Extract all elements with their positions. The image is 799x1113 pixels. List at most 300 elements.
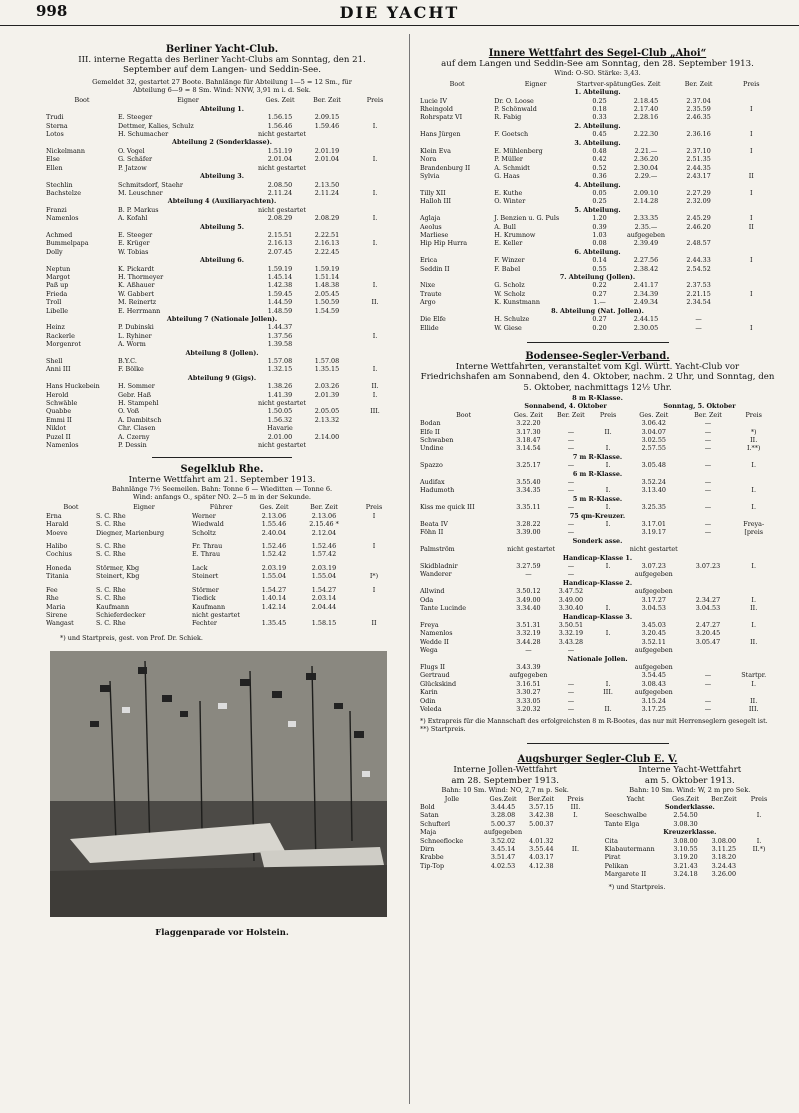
table-cell: W. Giese [494,323,522,332]
table-cell [592,570,624,578]
table-cell: 3.19.17 [641,528,666,537]
table-cell: 2.05.45 [314,289,340,298]
table-cell: — [704,503,712,512]
table-cell [670,231,728,239]
table-cell: I*) [369,572,379,581]
table-cell: E. Herrmann [118,306,161,315]
photo-flag-parade [50,651,387,917]
table-cell: P. Jatzow [118,163,147,172]
table-cell: Aeolus [420,222,442,231]
table-cell: Namenlos [46,441,79,450]
table-row [46,239,398,247]
table-cell: II. [371,382,379,391]
table-row [420,621,775,629]
table-cell: Argo [420,298,436,307]
journal-title: DIE YACHT [339,3,460,22]
table-cell: 2.08.29 [267,214,293,223]
table-cell: 3.47.52 [558,587,584,596]
header-row [605,795,775,803]
column-header: Eigner [133,503,155,512]
table-cell: Diegner, Marienburg [96,528,165,537]
table-cell: 5.00.37 [490,819,516,828]
table-cell: E. Kuthe [494,189,523,197]
ahoi-intro: auf dem Langen und Seddin-See am Sonntag, den 28. September 1913. [441,59,754,69]
table-cell [561,828,591,836]
table-row [46,424,398,432]
table-cell: Startpr. [741,671,767,680]
table-cell: 2.32.09 [686,197,711,206]
table-cell: 4.01.32 [529,836,554,845]
section-heading-row [420,470,775,478]
table-row [420,265,775,273]
table-cell: F. Babel [494,264,521,273]
table-row [46,594,398,602]
table-cell [728,113,776,121]
table-cell: — [695,323,702,332]
table-cell: 4.02.53 [490,861,516,870]
table-cell [352,265,398,273]
table-row [420,604,775,612]
table-cell: Rheingold [420,104,453,113]
section-heading-row [420,537,775,545]
table-cell: 1.57.42 [311,550,337,559]
table-cell: — [567,520,575,529]
table-cell: II [371,619,377,628]
section-heading-row [420,248,775,256]
table-row [420,189,775,197]
table-cell [728,298,776,306]
table-cell: III. [748,704,759,713]
table-cell [352,424,398,432]
table-cell [728,231,776,239]
table-cell: I [749,189,753,197]
table-cell: Halloh III [420,197,452,206]
table-row [605,845,775,853]
table-cell: 0.39 [592,222,607,231]
table-cell [352,248,398,256]
table-cell: E. Mühlenberg [494,146,543,155]
table-cell: Wedde II [420,637,449,646]
table-row [46,340,398,348]
table-cell: 0.52 [592,163,607,172]
table-cell: 0.05 [592,189,607,197]
table-cell [352,181,398,189]
table-cell: Rohrspatz VI [420,113,463,122]
table-cell [728,197,776,205]
table-cell: — [567,427,575,436]
table-cell: 0.08 [592,239,607,248]
table-cell: 2.04.44 [311,602,337,611]
table-cell: Wega [420,646,438,655]
table-cell: — [567,562,575,571]
section-heading: Abteilung 7 (Nationale Jollen). [166,315,278,323]
section-heading-row [420,512,775,520]
table-cell: I. [751,620,756,629]
table-cell: Wangast [46,619,74,628]
column-header: Eigner [524,79,547,88]
table-cell: L. Ryhiner [118,331,152,340]
section-heading: 5 m R-Klasse. [572,494,623,503]
table-cell [728,164,776,172]
photo-caption: Flaggenparade vor Holstein. [155,926,289,937]
column-header: Ber.Zeit [711,794,737,803]
section-heading-row [46,172,398,180]
table-cell: 3.28.22 [516,520,541,529]
table-cell: I. [372,214,378,223]
table-cell: Margarete II [604,870,647,879]
table-cell: nicht gestartet [258,130,306,139]
table-cell: aufgegeben [634,646,673,655]
table-row [46,290,398,298]
table-cell: 2.34.39 [633,289,659,298]
table-cell: 2.14.28 [633,197,659,206]
table-cell: Seddin II [420,264,450,273]
table-cell [352,307,398,315]
table-cell: Scholtz [192,528,216,537]
table-cell: 1.59.19 [314,264,340,273]
header-row [46,503,398,511]
table-cell: Steinert [192,572,219,581]
table-cell: 3.25.35 [641,503,666,512]
table-cell [732,545,775,553]
table-cell: aufgegeben [634,662,673,671]
table-cell: III. [570,803,581,811]
table-cell: 3.05.47 [695,637,721,646]
table-cell: I [749,289,753,298]
table-row [46,407,398,415]
table-cell: 2.11.24 [314,188,340,197]
table-row [46,586,398,594]
table-cell: 1.38.26 [267,382,293,391]
table-cell: 3.19.20 [673,853,698,862]
table-cell [743,820,775,828]
table-cell: Moeve [46,528,68,537]
table-cell: 3.51.47 [490,853,516,862]
table-cell: 2.48.57 [686,239,711,248]
table-cell: 3.05.48 [641,461,666,470]
table-cell: Nora [420,155,437,164]
table-cell: W. Tobias [118,247,149,256]
table-row [420,130,775,138]
table-cell [302,130,352,138]
section-heading: 7. Abteilung (Jollen). [559,273,636,282]
table-cell: 2.09.10 [633,189,659,197]
table-cell: Honeda [46,563,72,572]
table-cell: I [749,146,753,155]
table-cell: — [704,486,712,495]
table-cell: 3.04.53 [695,604,721,613]
table-cell: I. [573,811,578,820]
table-cell [592,646,624,654]
table-cell: 1.59.19 [267,264,293,273]
table-cell [592,621,624,629]
table-cell [550,545,593,553]
table-cell [592,436,624,444]
asc-left-title-2: am 28. September 1913. [451,775,559,786]
column-header: Ber.Zeit [528,794,555,803]
table-cell: Margot [46,272,70,281]
table-row [420,197,775,205]
table-cell: 3.43.28 [558,637,584,646]
table-row [420,164,775,172]
asc-right-title-2: am 5. Oktober 1913. [644,775,735,786]
table-cell [352,113,398,121]
table-cell: S. C. Rhe [96,619,126,628]
table-cell: Hans Huckebein [46,382,100,391]
table-cell: I [372,511,376,520]
header-row [420,411,775,419]
table-cell: Sylvia [420,172,440,181]
table-cell: II.*) [752,845,766,854]
table-cell: S. C. Rhe [96,520,126,529]
table-cell: Morgenrot [46,340,81,349]
table-cell: 1.— [593,298,606,307]
table-cell: [preis [744,528,764,537]
table-cell: 3.02.55 [641,435,666,444]
table-cell [732,587,775,595]
table-row [46,529,398,537]
table-cell: 2.29.— [634,172,658,181]
table-cell: 2.46.20 [686,222,711,231]
table-cell: Dolly [46,247,63,256]
table-cell: 3.52.11 [641,637,666,646]
section-heading-row [420,88,775,96]
table-cell: 3.04.53 [641,604,666,613]
table-cell [302,340,352,348]
table-cell: P. Müller [494,155,523,164]
column-header: Ber. Zeit [557,410,585,419]
asc-right-details: Bahn: 10 Sm. Wind: W, 2 m pro Sek. [629,786,751,795]
table-cell [352,147,398,155]
table-cell: 0.33 [592,113,607,122]
section-heading: 75 qm-Kreuzer. [569,511,626,520]
table-cell: — [567,570,575,579]
table-cell: — [704,419,712,428]
section-heading: Sonderk asse. [572,536,623,545]
table-row [420,562,775,570]
table-cell [592,638,624,646]
table-cell: Allwind [420,587,445,596]
table-cell: 0.55 [592,264,607,273]
table-cell: E. Keller [494,239,523,248]
table-cell: 2.27.29 [686,189,711,197]
table-cell: 3.51.31 [516,620,541,629]
table-cell: 2.07.45 [267,247,293,256]
day-1-header: Sonnabend, 4. Oktober [524,402,607,411]
table-cell: 1.35.45 [261,619,287,628]
table-cell: 2.08.29 [314,214,340,223]
table-cell: Oda [420,595,434,604]
section-heading: Handicap-Klasse 2. [562,578,633,587]
table-cell: 1.20 [592,214,607,223]
table-cell: K. Kunstmann [494,298,540,307]
table-cell [728,315,776,323]
table-cell [350,520,398,528]
table-cell: I. [756,836,762,845]
section-heading: Abteilung 6. [200,256,244,265]
table-cell: 2.03.19 [311,563,337,572]
table-cell: Bodan [420,419,441,428]
table-cell: 2.45.29 [686,214,711,223]
table-cell: Paß up [46,281,69,290]
table-cell [592,697,624,705]
table-cell: S. C. Rhe [96,550,126,559]
table-cell: 3.50.12 [516,587,541,596]
table-cell: Spazzo [420,461,443,470]
table-cell: 3.18.47 [516,435,541,444]
table-cell: B.Y.C. [118,357,137,366]
table-row [46,433,398,441]
table-cell: 1.44.37 [267,323,293,332]
column-divider [409,34,410,1104]
table-cell: 2.18.45 [633,96,659,105]
table-row [46,181,398,189]
table-row [420,239,775,247]
table-row [420,97,775,105]
table-cell: 0.14 [592,256,607,265]
table-cell: I. [751,461,756,470]
table-cell: 2.03.14 [311,594,337,603]
table-cell: 1.52.42 [261,550,287,559]
table-row [46,357,398,365]
table-cell: I. [751,503,756,512]
table-cell: Elfe II [420,427,440,436]
table-cell [743,870,775,878]
table-cell: 3.43.39 [516,662,541,671]
table-cell [350,550,398,558]
table-cell: 2.05.05 [314,407,340,416]
table-cell: Maria [46,602,66,611]
table-cell: II [748,222,754,231]
table-cell: 1.44.59 [267,298,293,307]
table-row [46,273,398,281]
table-cell: 3.28.08 [490,811,516,820]
table-cell: Fee [46,585,58,594]
column-header: Ges. Zeit [265,96,295,105]
table-cell: nicht gestartet [258,205,306,214]
table-cell: 3.08.00 [673,836,698,845]
table-cell: aufgegeben [509,671,548,680]
table-row [420,105,775,113]
table-cell [732,419,775,427]
table-row [420,629,775,637]
table-cell: 2.51.35 [686,155,711,164]
section-heading: 6 m R-Klasse. [572,469,623,478]
table-cell [352,231,398,239]
table-cell: Schieferdecker [96,610,146,619]
table-row [420,324,775,332]
table-cell: 3.13.40 [641,486,666,495]
table-cell: A. Bull [494,222,516,231]
table-cell [352,290,398,298]
table-cell: — [567,435,575,444]
table-cell: Ellen [46,163,63,172]
table-cell [302,206,352,214]
table-cell: 2.44.33 [686,256,711,265]
table-cell: — [704,435,712,444]
table-cell: I. [372,155,378,164]
table-cell: 3.30.40 [558,604,584,613]
table-cell: I. [756,811,762,820]
table-cell: Undine [420,444,444,453]
table-cell [352,273,398,281]
section-heading: Handicap-Klasse 3. [562,612,633,621]
table-row [420,646,775,654]
table-cell: Gertraud [420,671,450,680]
table-row [420,256,775,264]
table-row [420,478,775,486]
table-cell: 1.50.59 [314,298,340,307]
table-cell: Hans Jürgen [420,130,461,139]
left-column [46,30,398,937]
table-cell [561,862,591,870]
table-row [46,542,398,550]
table-cell: Krabbe [420,853,444,862]
table-cell [684,570,733,578]
table-cell: 2.34.54 [686,298,711,307]
table-cell [550,663,593,671]
table-cell: 0.22 [592,281,607,290]
table-cell: aufgegeben [634,688,673,697]
table-cell: 2.54.50 [673,811,698,820]
table-row [420,528,775,536]
table-cell: Frieda [46,289,68,298]
table-cell: 1.48.59 [267,306,293,315]
table-cell: 2.44.35 [686,163,711,172]
table-row [420,596,775,604]
table-cell [728,265,776,273]
table-cell: Pirat [604,853,621,862]
table-cell [684,545,733,553]
table-cell [298,611,350,619]
table-cell: — [704,528,712,537]
table-row [420,663,775,671]
table-cell: Libelle [46,306,69,315]
table-row [46,323,398,331]
table-cell: Halibo [46,542,68,551]
section-heading: 5. Abteilung. [574,205,621,214]
table-row [46,189,398,197]
table-row [46,214,398,222]
table-cell: Tip-Top [420,861,445,870]
table-cell: Hadumoth [420,486,455,495]
table-cell [352,130,398,138]
bsv-class-8m: 8 m R-Klasse. [572,394,623,403]
table-cell: H. Sommer [118,382,155,391]
table-cell: 3.08.30 [673,819,698,828]
table-row [420,281,775,289]
table-cell: aufgegeben [626,231,665,240]
table-cell: 0.18 [592,104,607,113]
table-cell [550,671,593,679]
table-cell: Traute [420,289,442,298]
column-header: Boot [74,96,90,105]
table-cell: 0.20 [592,323,607,332]
right-column [420,30,775,891]
table-cell: 3.45.03 [641,620,666,629]
table-row [46,231,398,239]
table-row [420,147,775,155]
table-cell: 1.32.15 [267,365,293,374]
table-cell: I. [605,444,611,453]
table-cell [352,340,398,348]
table-cell: I. [605,461,611,470]
table-row [605,811,775,819]
column-header: Ber. Zeit [313,96,341,105]
table-row [46,603,398,611]
table-cell: 2.03.19 [261,563,287,572]
table-cell: 2.22.51 [314,230,340,239]
